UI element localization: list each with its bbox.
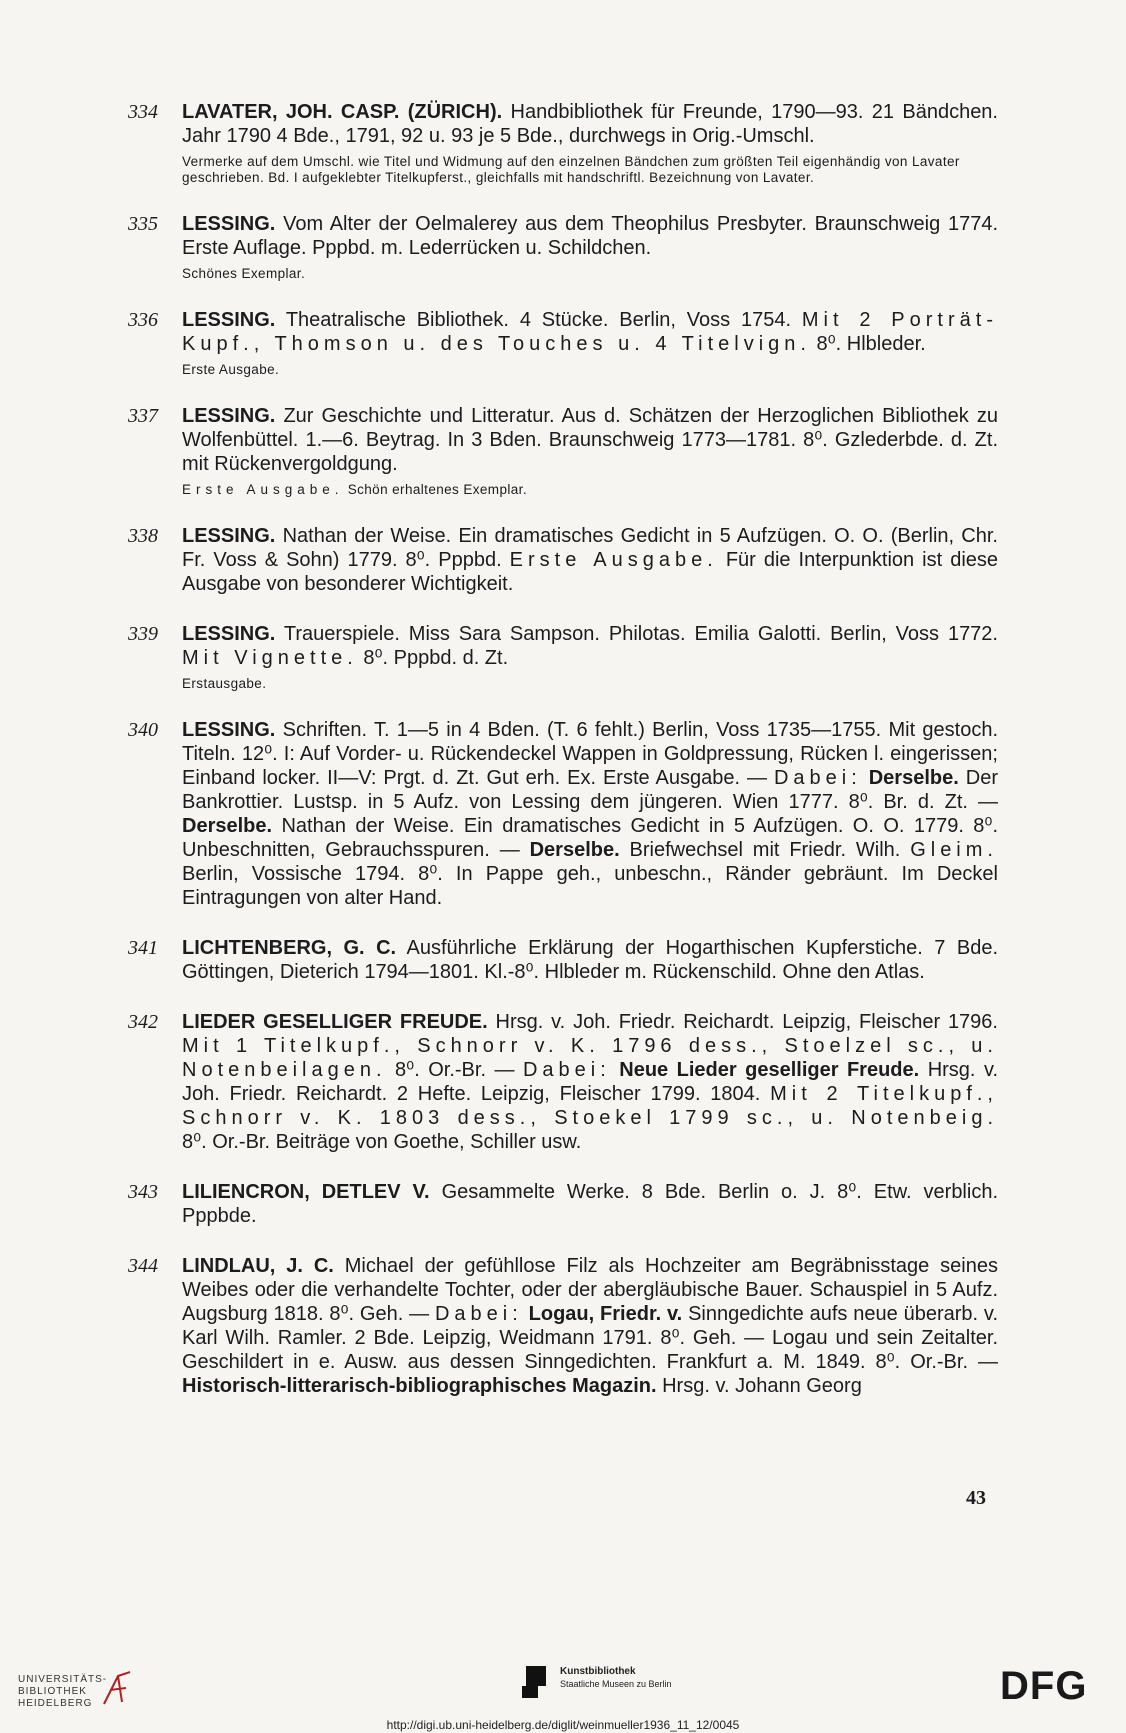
lot-number: 334 [128,101,158,123]
lot-number: 340 [128,719,158,741]
entry-author: LINDLAU, J. C. [182,1255,334,1277]
entry-text: Der Bankrottier. Lustsp. in 5 Aufz. von Lessing dem jüngeren. Wien 1777. 8⁰. Br. d. Zt. — [182,767,998,813]
entry-text: Hrsg. v. Johann Georg [662,1375,862,1397]
lot-number: 343 [128,1181,158,1203]
entry-author: LESSING. [182,213,276,235]
entry-note: Vermerke auf dem Umschl. wie Titel und Widmung auf den einzelnen Bändchen zum größten Teil eigenhändig von Lavater geschrieben. Bd. I aufgeklebter Titelkupferst., gleichfalls mit handschriftl. Bezeichnung von Lavater. [182,154,960,185]
entry-text: 8⁰. Pppbd. d. Zt. [363,647,509,669]
entry-text: Für die Interpunktion ist diese Ausgabe von besonderer Wichtigkeit. [182,549,999,595]
entry-bold-title: Derselbe. [182,815,273,837]
entry-text: Trauerspiele. Miss Sara Sampson. Philotas. Emilia Galotti. Berlin, Voss 1772. [283,623,998,645]
footer [0,1650,1126,1733]
entry-author: LESSING. [182,719,276,741]
entry-spaced-text: Gleim. [910,839,998,861]
catalog-entry [128,524,998,596]
kunstbibliothek-logo-icon [520,1662,552,1702]
lot-number: 342 [128,1011,158,1033]
entry-author: LAVATER, JOH. CASP. (ZÜRICH). [182,101,503,123]
catalog-entry [128,936,998,984]
catalog-entry [128,404,998,498]
kunstbibliothek-label: Kunstbibliothek Staatliche Museen zu Berlin [560,1666,672,1689]
dfg-logo: DFG [1000,1664,1088,1708]
entry-text: Berlin, Vossische 1794. 8⁰. In Pappe geh., unbeschn., Ränder gebräunt. Im Deckel Eintragungen von alter Hand. [182,863,998,909]
entry-text: Nathan der Weise. Ein dramatisches Gedicht in 5 Aufzügen. O. O. (Berlin, Chr. Fr. Voss & Sohn) 1779. 8⁰. Pppbd. [182,525,998,571]
entry-author: LESSING. [182,623,276,645]
catalog-entries [128,100,998,1424]
catalog-entry [128,212,998,282]
lot-number: 338 [128,525,158,547]
entry-text: Schriften. T. 1—5 in 4 Bden. (T. 6 fehlt.) Berlin, Voss 1735—1755. Mit gestoch. Titeln. 12⁰. I: Auf Vorder- u. Rückendeckel Wappen in Goldpressung, Rücken l. eingerissen; Einband locker. II—V: Prgt. d. Zt. Gut erh. Ex. Erste Ausgabe. — [182,719,998,789]
entry-bold-title: Neue Lieder geselliger Freude. [619,1059,920,1081]
entry-note: Erste Ausgabe. [182,362,280,377]
entry-text: 8⁰. Hlbleder. [816,333,926,355]
ub-heidelberg-logo-icon [100,1668,136,1708]
catalog-entry [128,1180,998,1228]
entry-spaced-text: Mit 2 Titelkupf., Schnorr v. K. 1803 dess., Stoekel 1799 sc., u. Notenbeig. [182,1083,998,1129]
entry-note: Schönes Exemplar. [182,266,306,281]
entry-text: 8⁰. Or.-Br. — [395,1059,515,1081]
entry-text: Hrsg. v. Joh. Friedr. Reichardt. 2 Hefte. Leipzig, Fleischer 1799. 1804. [182,1059,999,1105]
entry-text: Hrsg. v. Joh. Friedr. Reichardt. Leipzig, Fleischer 1796. [495,1011,998,1033]
entry-author: LIEDER GESELLIGER FREUDE. [182,1011,488,1033]
entry-spaced-text: Mit 2 Porträt-Kupf., Thomson u. des Touches u. 4 Titelvign. [182,309,998,355]
entry-author: LICHTENBERG, G. C. [182,937,397,959]
page-number: 43 [966,1487,986,1509]
dabei-label: Dabei: [434,1303,523,1325]
catalog-entry [128,1254,998,1398]
entry-text: Briefwechsel mit Friedr. Wilh. [629,839,901,861]
entry-spaced-text: Mit Vignette. [182,647,358,669]
entry-note: Schön erhaltenes Exemplar. [347,482,527,497]
entry-author: LESSING. [182,309,276,331]
entry-text: Sinngedichte aufs neue überarb. v. Karl Wilh. Ramler. 2 Bde. Leipzig, Weidmann 1791. 8⁰. Geh. — Logau und sein Zeitalter. Geschildert in e. Ausw. aus dessen Sinngedichten. Frankfurt a. M. 1849. 8⁰. Or.-Br. — [182,1303,998,1373]
entry-bold-title: Historisch-litterarisch-bibliographisches Magazin. [182,1375,657,1397]
entry-author: LESSING. [182,525,276,547]
dabei-label: Dabei: [773,767,862,789]
source-url-link[interactable]: http://digi.ub.uni-heidelberg.de/diglit/weinmueller1936_11_12/0045 [386,1718,740,1732]
lot-number: 341 [128,937,158,959]
catalog-entry [128,1010,998,1154]
lot-number: 336 [128,309,158,331]
dabei-label: Dabei: [522,1059,611,1081]
lot-number: 337 [128,405,158,427]
lot-number: 335 [128,213,158,235]
entry-text: Handbibliothek für Freunde, 1790—93. 21 Bändchen. Jahr 1790 4 Bde., 1791, 92 u. 93 je 5 Bde., durchwegs in Orig.-Umschl. [182,101,998,147]
entry-author: LILIENCRON, DETLEV V. [182,1181,430,1203]
entry-text: 8⁰. Or.-Br. Beiträge von Goethe, Schiller usw. [182,1131,582,1153]
lot-number: 339 [128,623,158,645]
entry-text: Ausführliche Erklärung der Hogarthischen Kupferstiche. 7 Bde. Göttingen, Dieterich 1794—1801. Kl.-8⁰. Hlbleder m. Rückenschild. Ohne den Atlas. [182,937,999,983]
entry-text: Zur Geschichte und Litteratur. Aus d. Schätzen der Herzoglichen Bibliothek zu Wolfenbüttel. 1.—6. Beytrag. In 3 Bden. Braunschweig 1773—1781. 8⁰. Gzlederbde. d. Zt. mit Rückenvergoldgung. [182,405,998,475]
entry-author: LESSING. [182,405,276,427]
entry-text: Gesammelte Werke. 8 Bde. Berlin o. J. 8⁰. Etw. verblich. Pppbde. [182,1181,999,1227]
catalog-entry [128,718,998,910]
catalog-entry [128,622,998,692]
entry-text: Theatralische Bibliothek. 4 Stücke. Berlin, Voss 1754. [285,309,792,331]
entry-bold-title: Derselbe. [868,767,959,789]
entry-text: Nathan der Weise. Ein dramatisches Gedicht in 5 Aufzügen. O. O. 1779. 8⁰. Unbeschnitten, Gebrauchsspuren. — [182,815,999,861]
entry-text: Michael der gefühllose Filz als Hochzeiter am Begräbnisstage seines Weibes oder die verhandelte Tochter, oder der abergläubische Bauer. Schauspiel in 5 Aufz. Augsburg 1818. 8⁰. Geh. — [182,1255,998,1325]
entry-note-spaced: Erste Ausgabe. [182,482,344,497]
lot-number: 344 [128,1255,158,1277]
catalog-entry [128,100,998,186]
catalog-entry [128,308,998,378]
entry-spaced-text: Mit 1 Titelkupf., Schnorr v. K. 1796 dess., Stoelzel sc., u. Notenbeilagen. [182,1035,998,1081]
entry-note: Erstausgabe. [182,676,267,691]
ub-heidelberg-label: UNIVERSITÄTS- BIBLIOTHEK HEIDELBERG [18,1674,108,1709]
entry-spaced-text: Erste Ausgabe. [509,549,718,571]
entry-bold-title: Derselbe. [529,839,620,861]
entry-bold-title: Logau, Friedr. v. [528,1303,683,1325]
entry-text: Vom Alter der Oelmalerey aus dem Theophilus Presbyter. Braunschweig 1774. Erste Auflage. Pppbd. m. Lederrücken u. Schildchen. [182,213,998,259]
